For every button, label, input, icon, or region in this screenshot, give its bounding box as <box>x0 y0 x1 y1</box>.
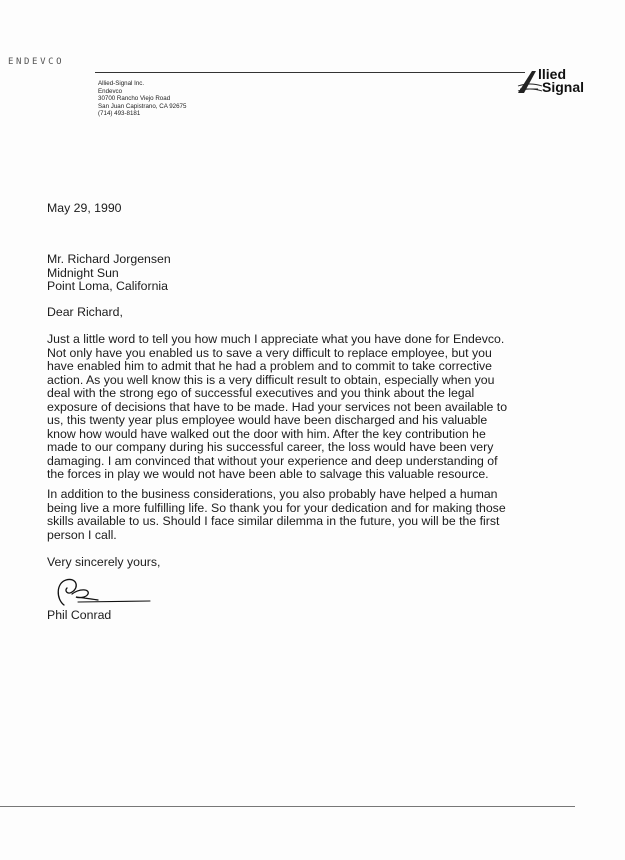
letter-date: May 29, 1990 <box>47 201 122 215</box>
paragraph-line: person I call. <box>47 527 117 542</box>
endevco-wordmark: ENDEVCO <box>8 57 65 67</box>
signer-name: Phil Conrad <box>47 608 112 622</box>
complimentary-closing: Very sincerely yours, <box>47 555 161 569</box>
handwritten-signature <box>50 575 160 610</box>
address-line: (714) 493-8181 <box>98 110 141 117</box>
address-line: Endevco <box>98 87 123 95</box>
recipient-line: Midnight Sun <box>47 265 119 280</box>
address-line: San Juan Capistrano, CA 92675 <box>98 102 187 110</box>
paragraph-line: us, this twenty year plus employee would have been discharged and his valuable <box>47 413 488 427</box>
address-line: Allied-Signal Inc. <box>98 80 145 87</box>
address-line: 30700 Rancho Viejo Road <box>98 95 171 102</box>
allied-signal-logo <box>516 67 616 99</box>
footer-rule <box>0 806 575 807</box>
header-rule <box>95 72 525 73</box>
paragraph-line: exposure of decisions that have to be made. Had your services not been available to <box>47 399 508 414</box>
logo-text-line2: Signal <box>542 79 585 95</box>
paragraph-line: know how would have walked out the door with him. After the key contribution he <box>47 426 486 441</box>
salutation: Dear Richard, <box>47 305 123 319</box>
paragraph-line: the forces in play we would not have been able to salvage this valuable resource. <box>47 467 489 481</box>
paragraph-line: deal with the strong ego of successful executives and you think about the legal <box>47 386 475 400</box>
paragraph-line: Not only have you enabled us to save a very difficult to replace employee, but you <box>47 345 492 360</box>
paragraph-line: Just a little word to tell you how much I appreciate what you have done for Endevco. <box>47 332 505 346</box>
body-paragraph-2 <box>47 488 517 542</box>
recipient-line: Mr. Richard Jorgensen <box>47 252 171 266</box>
paragraph-line: In addition to the business considerations, you also probably have helped a human <box>47 487 498 501</box>
paragraph-line: skills available to us. Should I face similar dilemma in the future, you will be the first <box>47 514 500 528</box>
paragraph-line: made to our company during his successful career, the loss would have been very <box>47 440 494 454</box>
logo-text-line1: llied <box>538 66 567 82</box>
sender-address-block <box>98 80 186 118</box>
paragraph-line: action. As you well know this is a very difficult result to obtain, especially when you <box>47 372 495 387</box>
recipient-line: Point Loma, California <box>47 279 168 293</box>
paragraph-line: damaging. I am convinced that without your experience and deep understanding of <box>47 453 498 468</box>
recipient-address <box>47 253 171 294</box>
paragraph-line: being live a more fulfilling life. So thank you for your dedication and for making those <box>47 500 506 515</box>
body-paragraph-1 <box>47 333 537 482</box>
paragraph-line: have enabled him to admit that he had a problem and to commit to take corrective <box>47 359 492 373</box>
